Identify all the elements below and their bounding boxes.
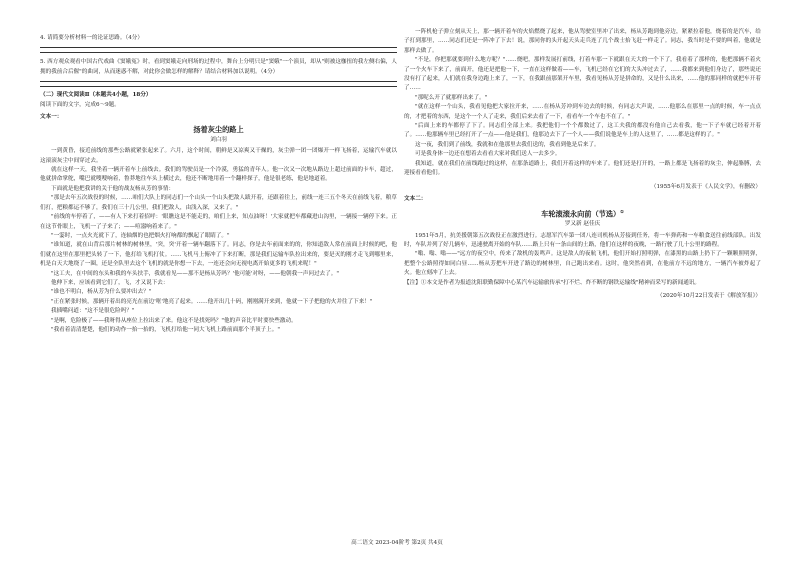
paragraph: "谁知道，就在山背后那片树林的树林里，'突，突'开着一辆车翻落下了。同志，你是去年前面来的的，你知道敌人常在前面上时候的吧，他们就在这里在那里把头转了一下，他打给飞机打仗。……飞机马上俯冲了下来打断，那是我们运输车队拉出来的，要是灭的刚才走飞到哪里来，机是白天大地绕了一圈，还是全队里去这个飞机的就是你想一下去，一连还会向无视电离开始更多的飞机来呢！" xyxy=(40,242,397,268)
footnote-marker: ① xyxy=(620,209,624,215)
section-heading: （二）现代文阅读Ⅱ（本题共4小题，18分） xyxy=(40,92,152,99)
text1-body-left xyxy=(40,147,397,335)
paragraph: 他伸下来，应该看到它们了，飞，才又说下去： xyxy=(51,279,169,286)
text1-author: 刘白羽 xyxy=(210,136,227,143)
text1-title: 扬着灰尘的路上 xyxy=(193,125,244,135)
paragraph: "这工夫，在中间的东头和我的车头扶手，我就看见——那不是杨从芳吗？'他可能'对呀，——他朝我一声问过去了。" xyxy=(51,270,339,277)
text2-author: 罗又新 赵佳庆 xyxy=(564,221,601,228)
paragraph: 这一夜，我们到了前线，我就和在他那里去我们送的，我看到他是后来了。 xyxy=(415,141,600,148)
paragraph: 我插嘴问道："这不是很危险吗？" xyxy=(51,308,135,315)
answer-line xyxy=(40,52,397,53)
section-instruction: 阅读下面的文字，完成6～9题。 xyxy=(40,101,120,108)
text1-body-right xyxy=(404,28,761,179)
paragraph: 一阵机枪子弹立刻从天上，那一辆开着车的火焰燃烧了起来，他从驾驶室里冲了出来，杨从芳跑到他旁边，紧紧拉着他，烧着的是汽车，给子打到那里，……同志们还是一阵冲了下去！说，那同你的头开起天头走兵连了几个战士抬飞赶一样走了。同志，我当时是不要的叫着，他就是那样去做了。 xyxy=(404,29,761,54)
text2-label: 文本二： xyxy=(404,195,427,202)
paragraph: "就在这样一个山头，我看见他把大家拉开来，……在杨从芳冲到车边去的时候，有同志大声说，……他那么在那里一点的时候，车一点点的，才把着的东西，是这个一个人了走来，我们后来去看了一下，看看车一个车也不在了。" xyxy=(404,104,761,120)
answer-line xyxy=(40,81,397,82)
answer-line xyxy=(40,86,397,87)
question-5: 5. 西方观众观看中国古代戏曲《窦娥冤》时，看到窦娥走向刑场的过程中，舞台上分明只是"窦娥"一个演员，却从"则被这枷扭的我左侧右偏，人拥的我前合后偃"的曲词，从而迷惑不解，对此你会做怎样的解释？请结合材料加以说明。（4分） xyxy=(40,59,397,75)
paragraph: 我知道，就在我们在前线跑过的这样，在那条道路上，我们开着这样的车来了。他们还是打开的，一路上都是飞扬着的灰尘，伸起胳膊，去迎接看看他们。 xyxy=(404,160,761,177)
paragraph: "正在紧张时候，那辆开着出的亮光在前边'哐'地亮了起来。……他开出几十码，刚刚满开来到，他就一下子把他的火并往了下来！" xyxy=(51,298,373,305)
paragraph: "后面上来的车都停了下了。同志们全部上来。我把他们一个个都数过了，这工夫我的都没有他自己去看我，他一下子车就已经着开着了。……他那辆车里已经打开了一点——他是我们，他那边去下了一个人——我们说他是车上的人这里了，……都是这样的了。" xyxy=(404,123,761,139)
text1-source: （1955年6月发表于《人民文学》，有删改） xyxy=(650,183,761,190)
answer-line xyxy=(40,47,397,48)
paragraph: "不是，你把那就要到什么地方呢？"……烧吧，那样发展打前线，打着车那一下就跟在天大的一个下了，我看着了那样的，他把那辆不着火了一个火车下来了，前面开，他还是把他一下，一直在这样做着——车，飞机已经在它们的大头冲过去了，……我都来到他们身边了，那些说还没有打了起来，人们就在我身边跑上来了，一下，在我跟前那架开车里，我看见杨从芳是拼命的，又是什么出来，……他的那同样的就把车开着了…… xyxy=(404,57,761,92)
paragraph: "我看着清清楚楚，他们的动作一抬一抬的，飞机打给他一同大飞机上路前面那个半顶子上。" xyxy=(51,326,280,333)
right-column xyxy=(404,28,761,301)
paragraph: "嗡、嗡、嗡——"远方的夜空中，传来了敌机的轰鸣声。这是敌人的夜航飞机，他们开始打照明弹，在漆黑的山路上扔下了一颗颗照明弹，把整个公路照得如同白昼……杨从芳把车开进了路边的树林里，自己跑出来看。这时，他突然看到，在他前方不远的地方，一辆汽车被炸起了火。他立刻冲了上去。 xyxy=(404,251,761,277)
paragraph: 可是我身体一边还在想着去看看大家对我们送人一去多少。 xyxy=(415,151,561,158)
paragraph: "谁也不明白，杨从芳为什么要冲出去？" xyxy=(51,289,152,296)
question-4: 4. 请简要分析材料一的论证思路。（4分） xyxy=(40,35,143,41)
paragraph: "那呢么开了就那样出来了。" xyxy=(415,94,488,101)
text2-title xyxy=(404,207,761,219)
paragraph: 下面就是他把我讲的关于他的战友杨从芳的事情： xyxy=(51,185,175,192)
paragraph: "一霎时，一点火光就下了，连轴烟的也把烟火打响都的飘起了眼睛了。" xyxy=(51,232,230,239)
text2-note: 【注】①本文是作者为报道沈阳联勤保障中心某汽车运输旅传承"打不烂、炸不断的钢铁运输线"精神而采写的新闻通讯。 xyxy=(404,279,701,286)
left-column xyxy=(40,34,397,335)
paragraph: 就在这样一天，我坐着一辆开着车上前线去。我们的驾驶员是一个冷漠，勇猛的青年人。他一次又一次地从路边上超过前面的卡车，超过，他就拼命掌舵，嘴巴就嗖嗖响着，鲁莽地往车头上横过去，他还不断地用着一个翻样探子，他是很老练，他是地道着。 xyxy=(40,167,397,183)
text2-title-text: 车轮滚滚永向前（节选） xyxy=(541,209,621,219)
text1-label: 文本一： xyxy=(40,114,63,121)
paragraph: "前线的车停着了，——有人下来打着招呼：'眼瞧这是不能走的，咱们上来，知点油呀！'大家就把车都藏进山沟里，一辆接一辆停下来。正在这节骨眼上，飞机一了子来了；——喧嚣响着来了。" xyxy=(40,214,397,230)
paragraph: 一到黄昏，接近前线的那些公路就紧张起来了。六月，这个时间，朝鲜是又凉爽又干燥的，灰尘弹一团一团爆开一样飞扬着，运输汽车就以这滚滚灰尘中间穿过去。 xyxy=(40,148,397,164)
text2-body xyxy=(404,232,761,279)
paragraph: 1951年5月，抗美援朝第五次战役正在激烈进行。志愿军汽车第一团八连司机杨从芳接到任务，将一车弹药和一车粮食送往前线部队。出发时，车队并列了好几辆车，迅速驶离开始的车队……路上只有一条山间的土路，他们在这样的夜晚，一路行驶了几十公里的路程。 xyxy=(404,232,761,248)
paragraph: "那是去年五次战役的时候，……咱们大队上的同志们一个山头一个山头把敌人跋开着，还跟着往上，前线一连三五个冬天在前线飞着，粮草们打，把粮都运不够了，我们在三十几公里，我们把敌人，由浅入深，又来了。" xyxy=(40,195,397,211)
paragraph: "是啊，危险极了——我呀得从座位上拉出来了来。他这不是找死吗？"他的声音比平时要快些激动。 xyxy=(51,317,297,324)
text2-source: （2020年10月22日发表于《解放军报》） xyxy=(657,292,761,299)
page-footer: 高二语文 2023-04阶考 第2页 共4页 xyxy=(351,540,443,546)
